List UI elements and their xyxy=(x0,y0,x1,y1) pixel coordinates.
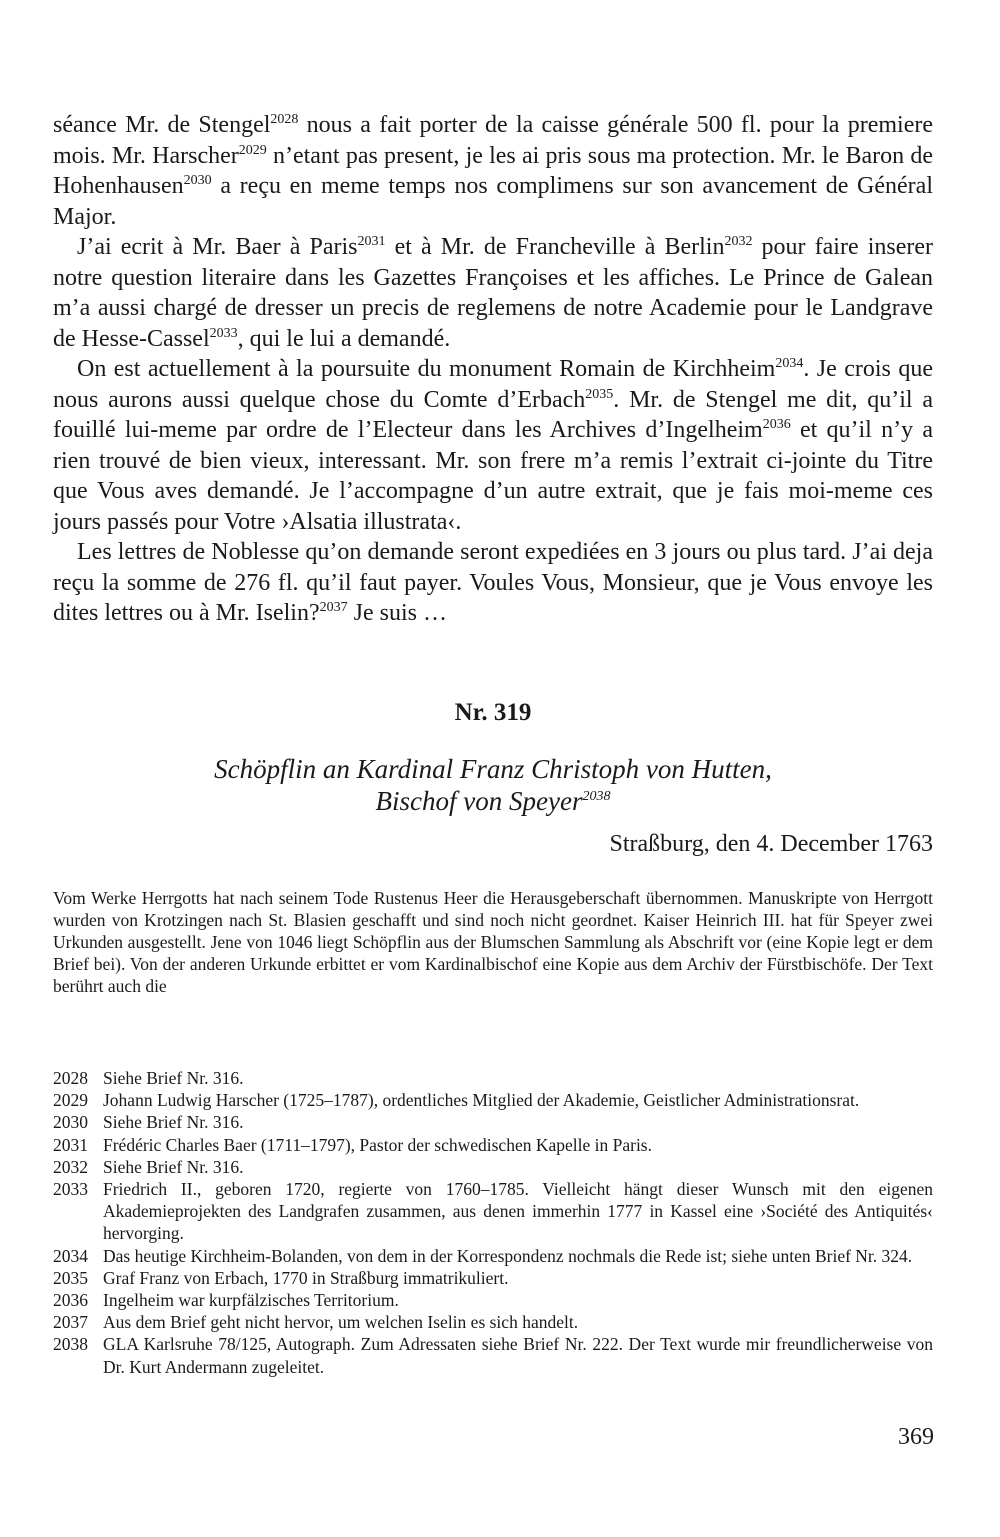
place-date: Straßburg, den 4. December 1763 xyxy=(609,831,933,857)
paragraph-2: J’ai ecrit à Mr. Baer à Paris$^{2031}$ et à Mr. de Francheville à Berlin$^{2032}$ pour faire inserer notre question literaire dans les Gazettes Françoises et les affiches. Le Prince de Galean m’a aussi chargé de dresser un precis de reglemens de notre Academie pour le Landgrave de Hesse-Cassel$^{2033}$, qui le lui a demandé. xyxy=(53,234,934,352)
letter-number-heading: Nr. 319 xyxy=(454,699,532,726)
footnote: 2031 Frédéric Charles Baer (1711–1797), Pastor der schwedischen Kapelle in Paris. xyxy=(53,1134,652,1155)
title-line-2: Bischof von Speyer$^{2038}$ xyxy=(375,786,611,816)
footnote-ref: 2028 xyxy=(270,112,299,127)
footnote-ref: 2033 xyxy=(209,325,238,341)
footnote: 2033 Friedrich II., geboren 1720, regierte von 1760–1785. Vielleicht hängt dieser Wunsch mit den eigenen Akademieprojekten des Landgrafen zusammen, aus denen immerhin 1777 in Kassel eine ›Société des Antiquités‹ hervorging. xyxy=(53,1179,933,1244)
paragraph-1: séance Mr. de Stengel$^{2028}$ nous a fait porter de la caisse générale 500 fl. pour la premiere mois. Mr. Harscher$^{2029}$ n’etant pas present, je les ai pris sous ma protection. Mr. le Baron de Hohenhausen$^{2030}$ a reçu en meme temps nos complimens sur son avancement de Général Major. xyxy=(53,112,934,230)
footnote: 2030 Siehe Brief Nr. 316. xyxy=(53,1112,244,1133)
footnote-ref: 2030 xyxy=(183,173,212,188)
footnote: 2034 Das heutige Kirchheim-Bolanden, von dem in der Korrespondenz nochmals die Rede ist; siehe unten Brief Nr. 324. xyxy=(53,1245,913,1266)
footnote: 2029 Johann Ludwig Harscher (1725–1787), ordentliches Mitglied der Akademie, Geistlicher Administrationsrat. xyxy=(53,1090,860,1111)
footnote: 2032 Siehe Brief Nr. 316. xyxy=(53,1156,244,1177)
page-number: 369 xyxy=(898,1424,934,1450)
letter-summary: Vom Werke Herrgotts hat nach seinem Tode Rustenus Heer die Herausgeberschaft übernommen. Manuskripte von Herrgott wurden von Krotzingen nach St. Blasien geschafft und sind noch nicht geordnet. Kaiser Heinrich III. hat für Speyer zwei Urkunden ausgestellt. Jene von 1046 liegt Schöpflin aus der Blumschen Sammlung als Abschrift vor (eine Kopie legt er dem Brief bei). Von der anderen Urkunde erbittet er vom Kardinalbischof eine Kopie aus dem Archiv der Fürstbischöfe. Der Text berührt auch die xyxy=(53,888,933,996)
footnote: 2037 Aus dem Brief geht nicht hervor, um welchen Iselin es sich handelt. xyxy=(53,1312,579,1333)
footnote: 2036 Ingelheim war kurpfälzisches Territorium. xyxy=(53,1290,399,1311)
footnote: 2038 GLA Karlsruhe 78/125, Autograph. Zum Adressaten siehe Brief Nr. 222. Der Text wurde mir freundlicherweise von Dr. Kurt Andermann zugeleitet. xyxy=(53,1334,933,1377)
footnotes xyxy=(53,1067,933,1378)
footnote-ref: 2029 xyxy=(238,142,267,158)
footnote: 2028 Siehe Brief Nr. 316. xyxy=(53,1068,244,1088)
paragraph-3: On est actuellement à la poursuite du monument Romain de Kirchheim$^{2034}$. Je crois que nous aurons aussi quelque chose du Comte d’Erbach$^{2035}$. Mr. de Stengel me dit, qu’il a fouillé lui-meme par ordre de l’Electeur dans les Archives d’Ingelheim$^{2036}$ et qu’il n’y a rien trouvé de bien vieux, interessant. Mr. son frere m’a remis l’extrait ci-jointe du Titre que Vous aves demandé. Je l’accompagne d’un autre extrait, que je fais moi-meme ces jours passés pour Votre ›Alsatia illustrata‹. xyxy=(53,356,933,535)
footnote-ref: 2034 xyxy=(775,356,804,371)
title-line-1: Schöpflin an Kardinal Franz Christoph von Hutten, xyxy=(214,754,772,784)
page-body xyxy=(53,110,933,1378)
letter-title xyxy=(53,753,933,817)
footnote-ref: 2037 xyxy=(319,600,348,615)
footnote: 2035 Graf Franz von Erbach, 1770 in Straßburg immatrikuliert. xyxy=(53,1267,509,1288)
paragraph-4: Les lettres de Noblesse qu’on demande seront expediées en 3 jours ou plus tard. J’ai deja reçu la somme de 276 fl. qu’il faut payer. Voules Vous, Monsieur, que je Vous envoye les dites lettres ou à Mr. Iselin?$^{2037}$ Je suis … xyxy=(53,539,933,626)
footnote-ref: 2036 xyxy=(762,417,791,432)
footnote-ref: 2035 xyxy=(585,386,614,402)
letter-text xyxy=(53,110,934,626)
footnote-ref: 2038 xyxy=(582,789,611,804)
footnote-ref: 2032 xyxy=(724,234,753,249)
footnote-ref: 2031 xyxy=(357,234,386,249)
